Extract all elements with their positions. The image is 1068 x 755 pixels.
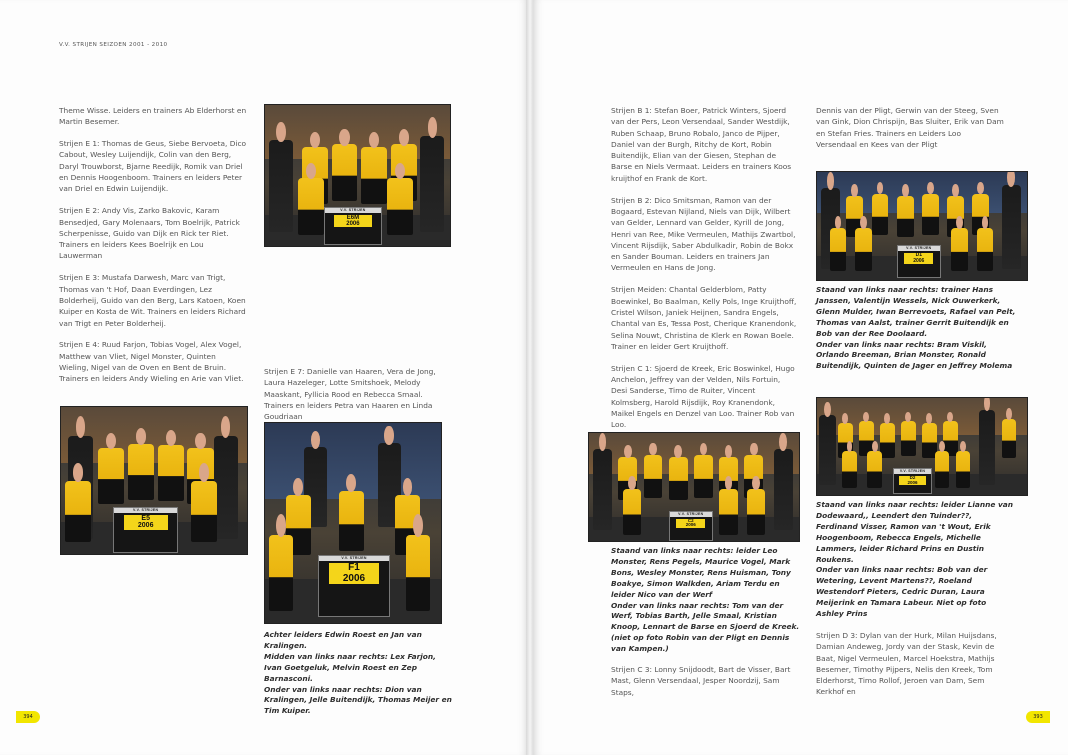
team-text-c3 (611, 664, 798, 708)
caption-line: Onder van links naar rechts: Bram Viskil, Orlando Breeman, Brian Monster, Ronald Buitendijk, Quinten de Jager en Jeffrey Molema (816, 339, 1013, 371)
team-paragraph: Strijen B 2: Dico Smitsman, Ramon van der Bogaard, Estevan Nijland, Niels van Dijk, Wilbert van Gelder, Lennard van Gelder, Kyrill de Jong, Henri van Ree, Mike Vermeulen, Mathijs Zwartbol, Vincent Rijsdijk, Saber Abdulkadir, Robin de Bokx en Sander Bouman. Leiders en trainers Jan Vermeulen en Hans de Jong. (611, 195, 796, 273)
team-paragraph: Strijen Meiden: Chantal Gelderblom, Patty Boewinkel, Bo Baalman, Kelly Pols, Inge Kruijthoff, Cristel Wilson, Janiek Heijnen, Sandra Engels, Chantal van Es, Tessa Post, Cherique Kranendonk, Selina Nouwt, Christina de Klerk en Rowan Boele. Trainer en leider Gert Kruijthoff. (611, 285, 797, 351)
right-page (533, 0, 1068, 755)
team-photo-c2 (588, 432, 800, 542)
team-paragraph: Strijen D 3: Dylan van der Hurk, Milan Huijsdans, Damian Andeweg, Jordy van der Stask, Kevin de Baat, Nigel Vermeulen, Marcel Hoekstra, Mathijs Besemer, Timothy Pijpers, Nelis den Kreek, Tom Elderhorst, Timo Rollof, Jeroen van Dam, Sem Kerkhof en (816, 631, 997, 697)
caption-line: Achter leiders Edwin Roest en Jan van Kralingen. (264, 630, 422, 650)
caption-line: Staand van links naar rechts: trainer Hans Janssen, Valentijn Wessels, Nick Ouwerkerk, Glenn Mulder, Iwan Berrevoets, Rafael van Pelt, Thomas van Aalst, trainer Gerrit Buitendijk en Bob van der Ree Doolaard. (816, 285, 1016, 338)
left-page (0, 0, 528, 755)
page-number-right: 393 (1026, 711, 1050, 723)
team-photo-d2 (816, 397, 1028, 496)
team-paragraph: Strijen E 2: Andy Vis, Zarko Bakovic, Karam Bensedjed, Gary Molenaars, Tom Boelrijk, Patrick Scherpenisse, Guido van Dijk en Rick ter Riet. Trainers en leiders Kees Boelrijk en Lou Lauwerman (59, 206, 240, 261)
caption-line: Staand van links naar rechts: leider Lianne van Dodewaard,, Leendert den Tuinder??, Ferdinand Visser, Ramon van 't Wout, Erik Hoogenboom, Rebecca Engels, Michelle Lammers, leider Richard Prins en Dustin Roukens. (816, 500, 1014, 564)
team-sign-d2: V.V. STRIJEN D2 2006 (893, 468, 933, 494)
caption-line: Midden van links naar rechts: Lex Farjon, Ivan Goetgeluk, Melvin Roest en Zep Barnasconi. (264, 651, 436, 683)
caption-line: Staand van links naar rechts: leider Leo Monster, Rens Pegels, Maurice Vogel, Mark Bons, Wesley Monster, Rens Huisman, Tony Boakye, Simon Walkden, Ariam Terdu en leider Nico van der Werf (611, 546, 791, 599)
team-photo-d1 (816, 171, 1028, 281)
team-paragraph: Strijen C 1: Sjoerd de Kreek, Eric Boswinkel, Hugo Anchelon, Jeffrey van der Velden, Nils Fortuin, Desi Sanderse, Timo de Ruiter, Vincent Kolmsberg, Harold Rijsdijk, Roy Kranendonk, Maikel Engels en Denzel van Loo. Trainer Rob van Loo. (611, 363, 795, 430)
team-sign-c2: V.V. STRIJEN C2 2006 (669, 511, 713, 541)
caption-c2 (611, 546, 806, 655)
team-sign-d1: V.V. STRIJEN D1 2006 (897, 245, 941, 277)
team-paragraph: Theme Wisse. Leiders en trainers Ab Elderhorst en Martin Besemer. (59, 106, 247, 127)
team-paragraph: Strijen C 3: Lonny Snijdoodt, Bart de Visser, Bart Mast, Glenn Versendaal, Jesper Noordzij, Sam Staps, (611, 665, 791, 697)
team-sign-f1: V.V. STRIJEN F1 2006 (318, 555, 390, 617)
team-text-d3 (816, 630, 1004, 708)
team-paragraph: Strijen B 1: Stefan Boer, Patrick Winters, Sjoerd van der Pers, Leon Versendaal, Sander Westdijk, Ruben Schaap, Bruno Robalo, Janco de Pijper, Daniel van der Burgh, Ritchy de Kort, Robin Buitendijk, Elian van der Giesen, Stephan de Barse en Niels Vermaat. Leiders en trainers Koos kruijthof en Frank de Kort. (611, 106, 792, 183)
caption-line: Onder van links naar rechts: Tom van der Werf, Tobias Barth, Jelle Smaal, Kristian Knoop, Lennart de Barse en Sjoerd de Kreek. (niet op foto Robin van der Pligt en Dennis van Kampen.) (611, 600, 800, 654)
running-head: V.V. STRIJEN SEIZOEN 2001 - 2010 (59, 42, 168, 48)
caption-line: Onder van links naar rechts: Dion van Kralingen, Jelle Buitendijk, Thomas Meijer en Tim Kuiper. (264, 684, 452, 716)
caption-d2 (816, 500, 1016, 620)
caption-line: Onder van links naar rechts: Bob van der Wetering, Levent Martens??, Roeland Westendorf Pieters, Cedric Duran, Laura Meijerink en Tamara Labeur. Niet op foto Ashley Prins (816, 565, 988, 619)
team-paragraph: Strijen E 3: Mustafa Darwesh, Marc van Trigt, Thomas van 't Hof, Daan Everdingen, Lez Bolderheij, Guido van den Berg, Lars Katoen, Koen Kuiper en Kosta de Wit. Trainers en leiders Richard van Trigt en Peter Bolderheij. (59, 273, 246, 328)
team-sign-e5: V.V. STRIJEN E5 2006 (113, 507, 178, 553)
page-number-left: 394 (16, 711, 40, 723)
team-text-column-right-2 (816, 105, 1004, 161)
caption-f1 (264, 630, 454, 717)
team-photo-e5 (60, 406, 248, 555)
team-sign-e6m: V.V. STRIJEN E6M 2006 (324, 207, 382, 246)
team-paragraph: Dennis van der Pligt, Gerwin van der Steeg, Sven van Gink, Dion Chrispijn, Bas Sluiter, Erik van Dam en Stefan Fries. Trainers en Leiders Loo Versendaal en Kees van der Pligt (816, 106, 1004, 149)
team-text-column-right-1 (611, 105, 798, 441)
team-paragraph: Strijen E 4: Ruud Farjon, Tobias Vogel, Alex Vogel, Matthew van Vliet, Nigel Monster, Quinten Wieling, Nigel van de Oven en Bent de Bruin. Trainers en leiders Andy Wieling en Arie van Vliet. (59, 340, 244, 384)
caption-d1 (816, 285, 1016, 372)
team-paragraph: Strijen E 7: Danielle van Haaren, Vera de Jong, Laura Hazeleger, Lotte Smitshoek, Melody Maaskant, Fyllicia Rood en Rebecca Smaal. Trainers en leiders Petra van Haaren en Linda Goudriaan (264, 367, 436, 422)
team-text-column-left (59, 105, 247, 395)
team-photo-f1 (264, 422, 442, 624)
team-photo-e6m (264, 104, 451, 247)
team-paragraph: Strijen E 1: Thomas de Geus, Siebe Bervoeta, Dico Cabout, Wesley Luijendijk, Colin van den Berg, Daryl Trouwborst, Bjarne Reedijk, Romik van Driel en Dennis Hoogenboom. Trainers en leiders Peter van Driel en Edwin Luijendijk. (59, 139, 247, 194)
